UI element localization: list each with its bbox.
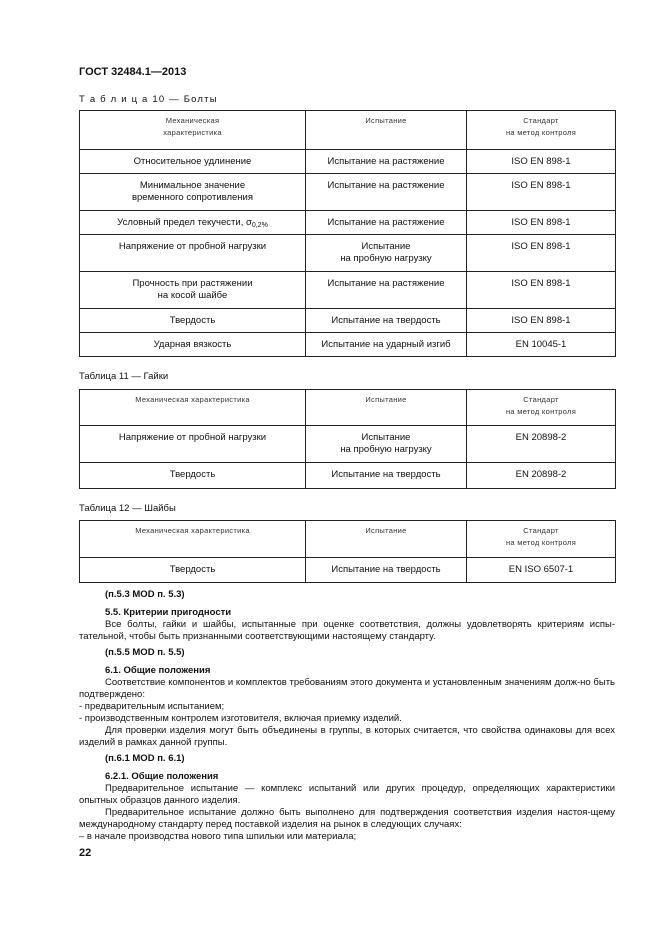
table-row: Напряжение от пробной нагрузки Испытание на пробную нагрузку EN 20898-2 — [80, 426, 616, 463]
table-row: Условный предел текучести, $\sigma_{0,2\%}$ Испытание на растяжение ISO EN 898-1 — [80, 211, 616, 235]
table-row: Твердость Испытание на твердость EN 20898-2 — [80, 463, 616, 489]
page-number: 22 — [79, 847, 92, 859]
list-item: - предварительным испытанием; — [79, 701, 225, 712]
paragraph-6-1: Соответствие компонентов и комплектов требованиям этого документа и установленным значениям долж-но быть подтверждено: — [79, 677, 615, 700]
table-row: Ударная вязкость Испытание на ударный изгиб EN 10045-1 — [80, 333, 616, 357]
paragraph-5-5: Все болты, гайки и шайбы, испытанные при оценке соответствия, должны удовлетворять критериям испы-тательной, чтобы быть признанными соответствующими настоящему стандарту. — [79, 619, 615, 642]
mod-note-5-5: (п.5.5 MOD п. 5.5) — [105, 647, 185, 658]
column-header-characteristic: Механическая характеристика — [80, 111, 306, 150]
section-heading-6-1: 6.1. Общие положения — [105, 665, 211, 676]
table-row: Относительное удлинение Испытание на растяжение ISO EN 898-1 — [80, 150, 616, 174]
column-header-characteristic: Механическая характеристика — [80, 521, 306, 558]
table-11-nuts — [79, 389, 616, 489]
column-header-test: Испытание — [306, 521, 467, 558]
paragraph-6-2-1-b: Предварительное испытание должно быть выполнено для подтверждения соответствия изделия настоя-щему международному стандарту перед поставкой изделия на рынок в следующих случаях: — [79, 807, 615, 830]
column-header-standard: Стандарт на метод контроля — [467, 521, 616, 558]
section-heading-6-2-1: 6.2.1. Общие положения — [105, 771, 219, 782]
table-11-caption: Таблица 11 — Гайки — [79, 371, 169, 382]
list-item: - производственным контролем изготовителя, включая приемку изделий. — [79, 713, 402, 724]
column-header-test: Испытание — [306, 111, 467, 150]
list-item: – в начале производства нового типа шпильки или материала; — [79, 831, 357, 842]
section-heading-5-5: 5.5. Критерии пригодности — [105, 607, 232, 618]
table-10-caption: Т а б л и ц а 10 — Болты — [79, 94, 218, 105]
column-header-characteristic: Механическая характеристика — [80, 390, 306, 426]
table-row: Напряжение от пробной нагрузки Испытание на пробную нагрузку ISO EN 898-1 — [80, 235, 616, 272]
table-12-washers — [79, 520, 616, 583]
paragraph-6-1-groups: Для проверки изделия могут быть объединены в группы, в которых считается, что свойства одинаковы для всех изделий в рамках данной группы. — [79, 725, 615, 748]
column-header-test: Испытание — [306, 390, 467, 426]
table-row: Минимальное значение временного сопротивления Испытание на растяжение ISO EN 898-1 — [80, 174, 616, 211]
table-12-caption: Таблица 12 — Шайбы — [79, 503, 176, 514]
table-row: Прочность при растяжении на косой шайбе Испытание на растяжение ISO EN 898-1 — [80, 272, 616, 309]
column-header-standard: Стандарт на метод контроля — [467, 111, 616, 150]
table-10-bolts — [79, 110, 616, 357]
column-header-standard: Стандарт на метод контроля — [467, 390, 616, 426]
table-row: Твердость Испытание на твердость ISO EN 898-1 — [80, 309, 616, 333]
table-row: Твердость Испытание на твердость EN ISO 6507-1 — [80, 558, 616, 583]
mod-note-6-1: (п.6.1 MOD п. 6.1) — [105, 753, 185, 764]
paragraph-6-2-1-a: Предварительное испытание — комплекс испытаний или других процедур, определяющих характеристики опытных образцов данного изделия. — [79, 783, 615, 806]
mod-note-5-3: (п.5.3 MOD п. 5.3) — [105, 589, 185, 600]
document-title: ГОСТ 32484.1—2013 — [79, 66, 187, 78]
